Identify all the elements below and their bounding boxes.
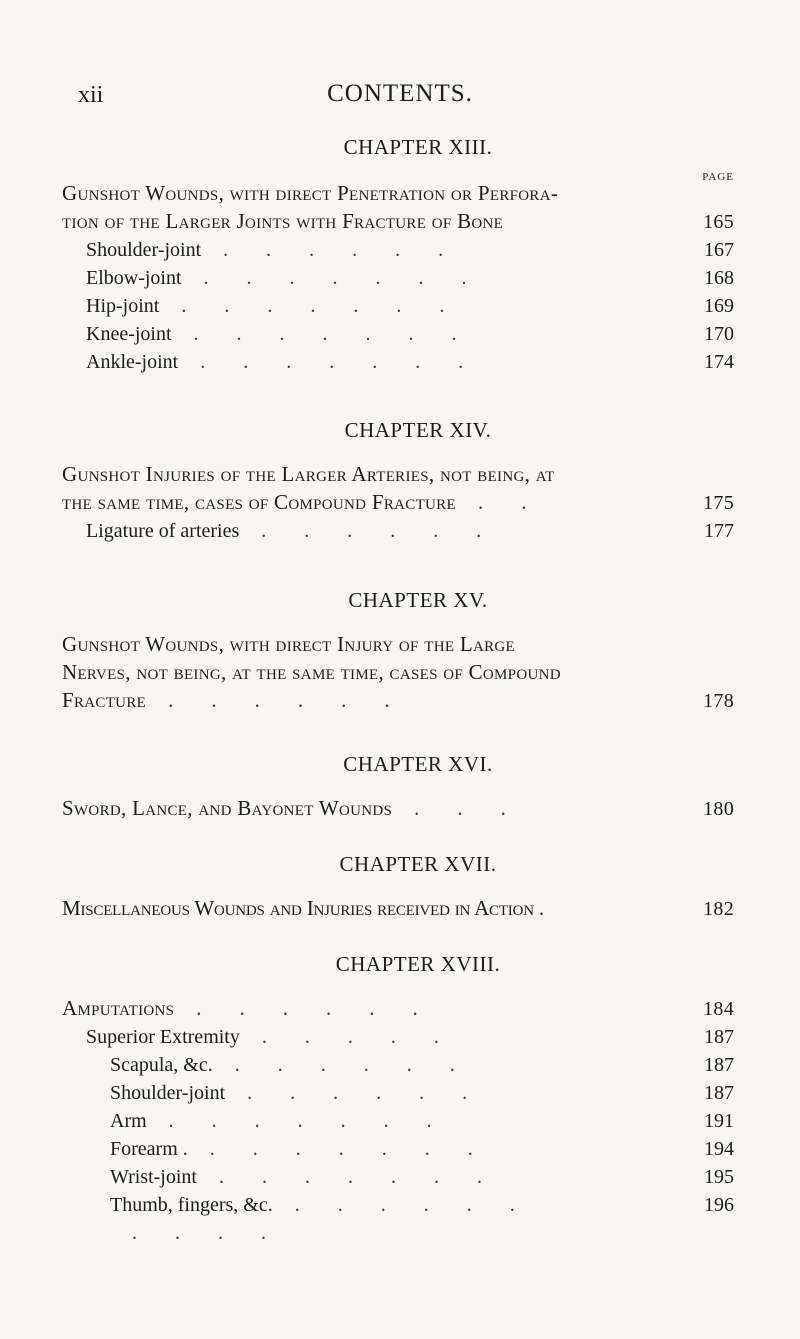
entry-label: Thumb, fingers, &c.: [110, 1194, 273, 1216]
heading-line-with-page: Amputations ...... 184: [62, 994, 734, 1023]
heading-line: the same time, cases of Compound Fracture: [62, 490, 456, 514]
toc-entry: Forearm . ....... 194: [62, 1135, 734, 1163]
toc-entry: Ankle-joint ....... 174: [62, 348, 734, 376]
heading-line: Amputations: [62, 996, 175, 1020]
entry-label: Shoulder-joint: [86, 239, 202, 261]
page-ref: 168: [704, 267, 734, 289]
chapter-heading: [62, 179, 734, 236]
heading-line: Gunshot Injuries of the Larger Arteries, not being, at: [62, 462, 555, 486]
toc-entry: Thumb, fingers, &c. ...... 196: [62, 1191, 734, 1219]
toc-entry: Hip-joint ....... 169: [62, 292, 734, 320]
entry-label: Shoulder-joint: [110, 1082, 226, 1104]
page-ref: 178: [703, 690, 734, 712]
entry-label: Knee-joint: [86, 323, 172, 345]
heading-line: Gunshot Wounds, with direct Injury of the Large: [62, 632, 516, 656]
heading-line: Gunshot Wounds, with direct Penetration or Perfora-: [62, 181, 559, 205]
entry-label: Arm: [110, 1110, 147, 1132]
heading-line: Fracture: [62, 688, 147, 712]
chapter-title: CHAPTER XV.: [348, 588, 488, 612]
page-ref: 174: [704, 351, 734, 373]
page-column-label: PAGE: [702, 171, 734, 183]
heading-line-with-page: Fracture ...... 178: [62, 686, 734, 715]
entry-label: Scapula, &c.: [110, 1054, 213, 1076]
page-ref: 196: [704, 1194, 734, 1216]
page-ref: 169: [704, 295, 734, 317]
page-ref: 182: [703, 898, 734, 920]
chapter-xiv: [62, 418, 734, 545]
chapter-xv: [62, 588, 734, 715]
entry-label: Forearm .: [110, 1138, 188, 1160]
chapter-title: CHAPTER XVII.: [339, 852, 497, 876]
entry-label: Wrist-joint: [110, 1166, 197, 1188]
chapter-heading: [62, 794, 734, 823]
page-title: CONTENTS.: [327, 80, 473, 107]
chapter-heading: [62, 630, 734, 715]
toc-entry: Wrist-joint ....... 195: [62, 1163, 734, 1191]
page-ref: 194: [704, 1138, 734, 1160]
chapter-heading: [62, 994, 734, 1023]
entry-label: Hip-joint: [86, 295, 160, 317]
entry-label: Elbow-joint: [86, 267, 182, 289]
toc-entry: Shoulder-joint ...... 187: [62, 1079, 734, 1107]
heading-line: Sword, Lance, and Bayonet Wounds: [62, 796, 393, 820]
page-ref: 170: [704, 323, 734, 345]
chapter-heading: [62, 460, 734, 517]
page-ref: 180: [703, 798, 734, 820]
page-ref: 187: [704, 1082, 734, 1104]
page-ref: 175: [703, 492, 734, 514]
chapter-xviii: [62, 952, 734, 1247]
toc-entry: Shoulder-joint ...... 167: [62, 236, 734, 264]
running-header: [0, 80, 800, 110]
page-ref: 195: [704, 1166, 734, 1188]
entry-label: Ankle-joint: [86, 351, 179, 373]
heading-line: tion of the Larger Joints with Fracture of Bone: [62, 209, 504, 233]
toc-entry: Superior Extremity ..... 187: [62, 1023, 734, 1051]
page-ref: 187: [704, 1054, 734, 1076]
chapter-xvii: [62, 852, 734, 923]
heading-line: Miscellaneous Wounds and Injuries received in Action .: [62, 896, 544, 920]
chapter-title: CHAPTER XVI.: [343, 752, 493, 776]
chapter-title: CHAPTER XIV.: [344, 418, 492, 442]
toc-entry: ....: [132, 1222, 304, 1244]
heading-line-with-page: Sword, Lance, and Bayonet Wounds ... 180: [62, 794, 734, 823]
chapter-xiii: [62, 135, 734, 376]
toc-entry: Arm ....... 191: [62, 1107, 734, 1135]
chapter-heading: [62, 894, 734, 923]
heading-line-with-page: [62, 207, 734, 236]
toc-entry: Scapula, &c. ...... 187: [62, 1051, 734, 1079]
page-ref: 165: [703, 211, 734, 233]
toc-entry: Ligature of arteries ...... 177: [62, 517, 734, 545]
heading-line: Nerves, not being, at the same time, cases of Compound: [62, 660, 561, 684]
heading-line-with-page: [62, 894, 734, 923]
toc-entry: Knee-joint ....... 170: [62, 320, 734, 348]
page-ref: 191: [704, 1110, 734, 1132]
page-ref: 167: [704, 239, 734, 261]
heading-line-with-page: the same time, cases of Compound Fracture .. 175: [62, 488, 734, 517]
toc-entry: Elbow-joint ....... 168: [62, 264, 734, 292]
page-ref: 177: [704, 520, 734, 542]
entry-label: Superior Extremity: [86, 1026, 240, 1048]
page-ref: 187: [704, 1026, 734, 1048]
page-number: xii: [78, 82, 104, 108]
entry-label: Ligature of arteries: [86, 520, 240, 542]
chapter-title: CHAPTER XVIII.: [335, 952, 501, 976]
chapter-title: CHAPTER XIII.: [343, 135, 493, 159]
page-ref: 184: [703, 998, 734, 1020]
chapter-xvi: [62, 752, 734, 823]
